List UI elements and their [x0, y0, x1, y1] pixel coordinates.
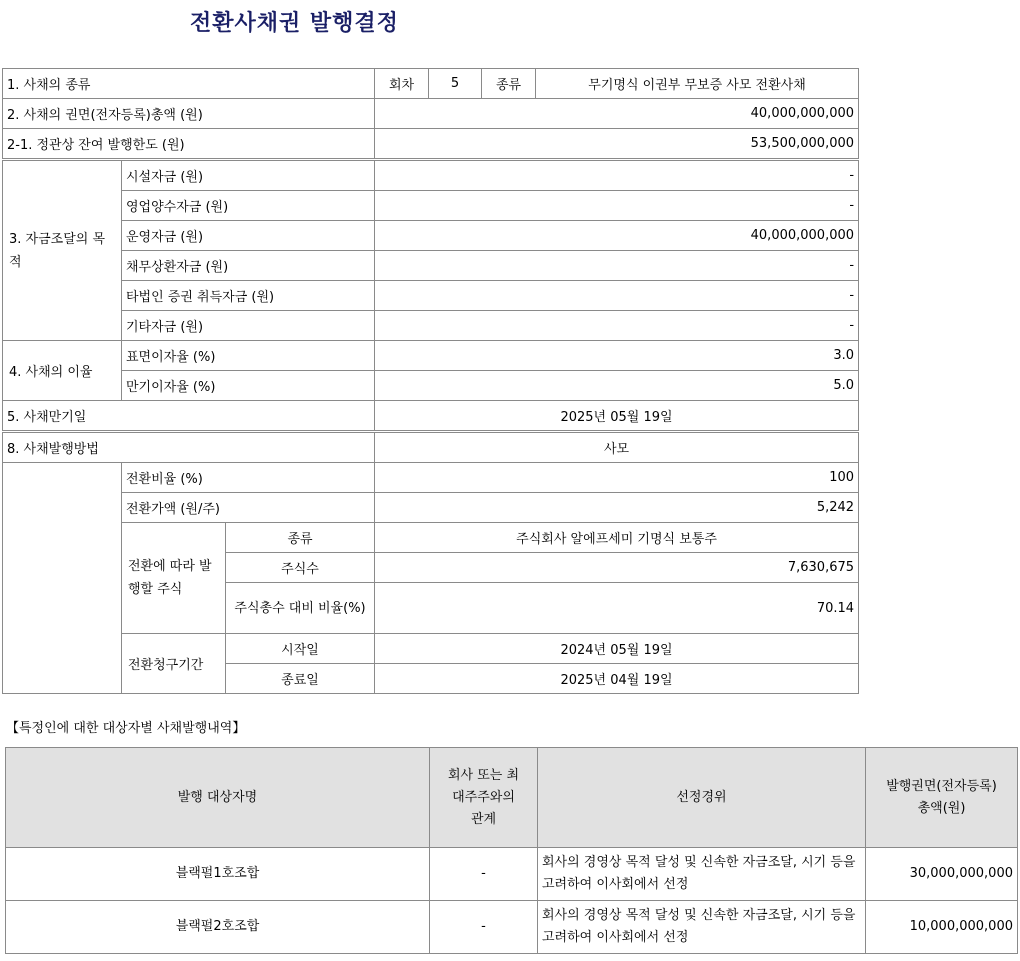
value-conversion-ratio: 100	[375, 463, 859, 493]
header-name: 발행 대상자명	[6, 748, 430, 848]
label-conversion-price: 전환가액 (원/주)	[122, 493, 375, 523]
section-subtitle: 【특정인에 대한 대상자별 사채발행내역】	[6, 721, 246, 736]
row-share-kind	[3, 523, 859, 553]
row-purpose	[3, 160, 859, 191]
interest-item-value: 3.0	[375, 341, 859, 371]
label-interest: 4. 사채의 이율	[3, 341, 122, 401]
allottee-reason: 회사의 경영상 목적 달성 및 신속한 자금조달, 시기 등을 고려하여 이사회에서 선정	[538, 901, 866, 954]
purpose-item-value: -	[375, 251, 859, 281]
label-conversion-ratio: 전환비율 (%)	[122, 463, 375, 493]
label-face-total: 2. 사채의 권면(전자등록)총액 (원)	[3, 99, 375, 129]
label-period-end: 종료일	[226, 664, 375, 694]
interest-item-value: 5.0	[375, 371, 859, 401]
row-purpose	[3, 221, 859, 251]
row-purpose	[3, 191, 859, 221]
label-maturity: 5. 사채만기일	[3, 401, 375, 432]
allottee-header-row	[6, 748, 1018, 848]
bond-issuance-table	[2, 68, 859, 694]
label-shares-group: 전환에 따라 발행할 주식	[122, 523, 226, 634]
label-period: 전환청구기간	[122, 634, 226, 694]
value-share-kind: 주식회사 알에프세미 기명식 보통주	[375, 523, 859, 553]
value-period-end: 2025년 04월 19일	[375, 664, 859, 694]
row-period-start	[3, 634, 859, 664]
value-maturity: 2025년 05월 19일	[375, 401, 859, 432]
row-method	[3, 432, 859, 463]
value-remaining-limit: 53,500,000,000	[375, 129, 859, 160]
row-purpose	[3, 281, 859, 311]
label-share-count: 주식수	[226, 553, 375, 583]
allottee-name: 블랙펄2호조합	[6, 901, 430, 954]
row-purpose	[3, 311, 859, 341]
table-row	[6, 901, 1018, 954]
value-conversion-price: 5,242	[375, 493, 859, 523]
label-bond-type: 1. 사채의 종류	[3, 69, 375, 99]
allottee-amount: 10,000,000,000	[866, 901, 1018, 954]
purpose-item-label: 시설자금 (원)	[122, 160, 375, 191]
page-title: 전환사채권 발행결정	[190, 10, 399, 36]
purpose-item-value: -	[375, 160, 859, 191]
purpose-item-label: 운영자금 (원)	[122, 221, 375, 251]
allottee-relation: -	[430, 848, 538, 901]
value-method: 사모	[375, 432, 859, 463]
value-kind: 무기명식 이권부 무보증 사모 전환사채	[536, 69, 859, 99]
label-share-kind: 종류	[226, 523, 375, 553]
purpose-item-value: 40,000,000,000	[375, 221, 859, 251]
value-period-start: 2024년 05월 19일	[375, 634, 859, 664]
allottee-table	[5, 747, 1018, 954]
interest-item-label: 표면이자율 (%)	[122, 341, 375, 371]
label-purpose: 3. 자금조달의 목적	[3, 160, 122, 341]
allottee-amount: 30,000,000,000	[866, 848, 1018, 901]
value-share-ratio: 70.14	[375, 583, 859, 634]
purpose-item-label: 영업양수자금 (원)	[122, 191, 375, 221]
table-row	[6, 848, 1018, 901]
conversion-blank-cell	[3, 463, 122, 694]
row-interest	[3, 371, 859, 401]
label-remaining-limit: 2-1. 정관상 잔여 발행한도 (원)	[3, 129, 375, 160]
header-amount: 발행권면(전자등록) 총액(원)	[866, 748, 1018, 848]
label-share-ratio: 주식총수 대비 비율(%)	[226, 583, 375, 634]
row-conversion-ratio	[3, 463, 859, 493]
purpose-item-label: 기타자금 (원)	[122, 311, 375, 341]
header-relation: 회사 또는 최대주주와의 관계	[430, 748, 538, 848]
allottee-name: 블랙펄1호조합	[6, 848, 430, 901]
purpose-item-value: -	[375, 191, 859, 221]
value-round: 5	[429, 69, 482, 99]
row-bond-type	[3, 69, 859, 99]
row-conversion-price	[3, 493, 859, 523]
purpose-item-value: -	[375, 311, 859, 341]
label-kind: 종류	[482, 69, 536, 99]
purpose-item-label: 채무상환자금 (원)	[122, 251, 375, 281]
interest-item-label: 만기이자율 (%)	[122, 371, 375, 401]
value-face-total: 40,000,000,000	[375, 99, 859, 129]
label-period-start: 시작일	[226, 634, 375, 664]
purpose-item-label: 타법인 증권 취득자금 (원)	[122, 281, 375, 311]
row-face-total	[3, 99, 859, 129]
row-purpose	[3, 251, 859, 281]
allottee-reason: 회사의 경영상 목적 달성 및 신속한 자금조달, 시기 등을 고려하여 이사회에서 선정	[538, 848, 866, 901]
label-method: 8. 사채발행방법	[3, 432, 375, 463]
purpose-item-value: -	[375, 281, 859, 311]
row-remaining-limit	[3, 129, 859, 160]
header-reason: 선정경위	[538, 748, 866, 848]
label-round: 회차	[375, 69, 429, 99]
allottee-relation: -	[430, 901, 538, 954]
row-maturity	[3, 401, 859, 432]
row-interest	[3, 341, 859, 371]
value-share-count: 7,630,675	[375, 553, 859, 583]
